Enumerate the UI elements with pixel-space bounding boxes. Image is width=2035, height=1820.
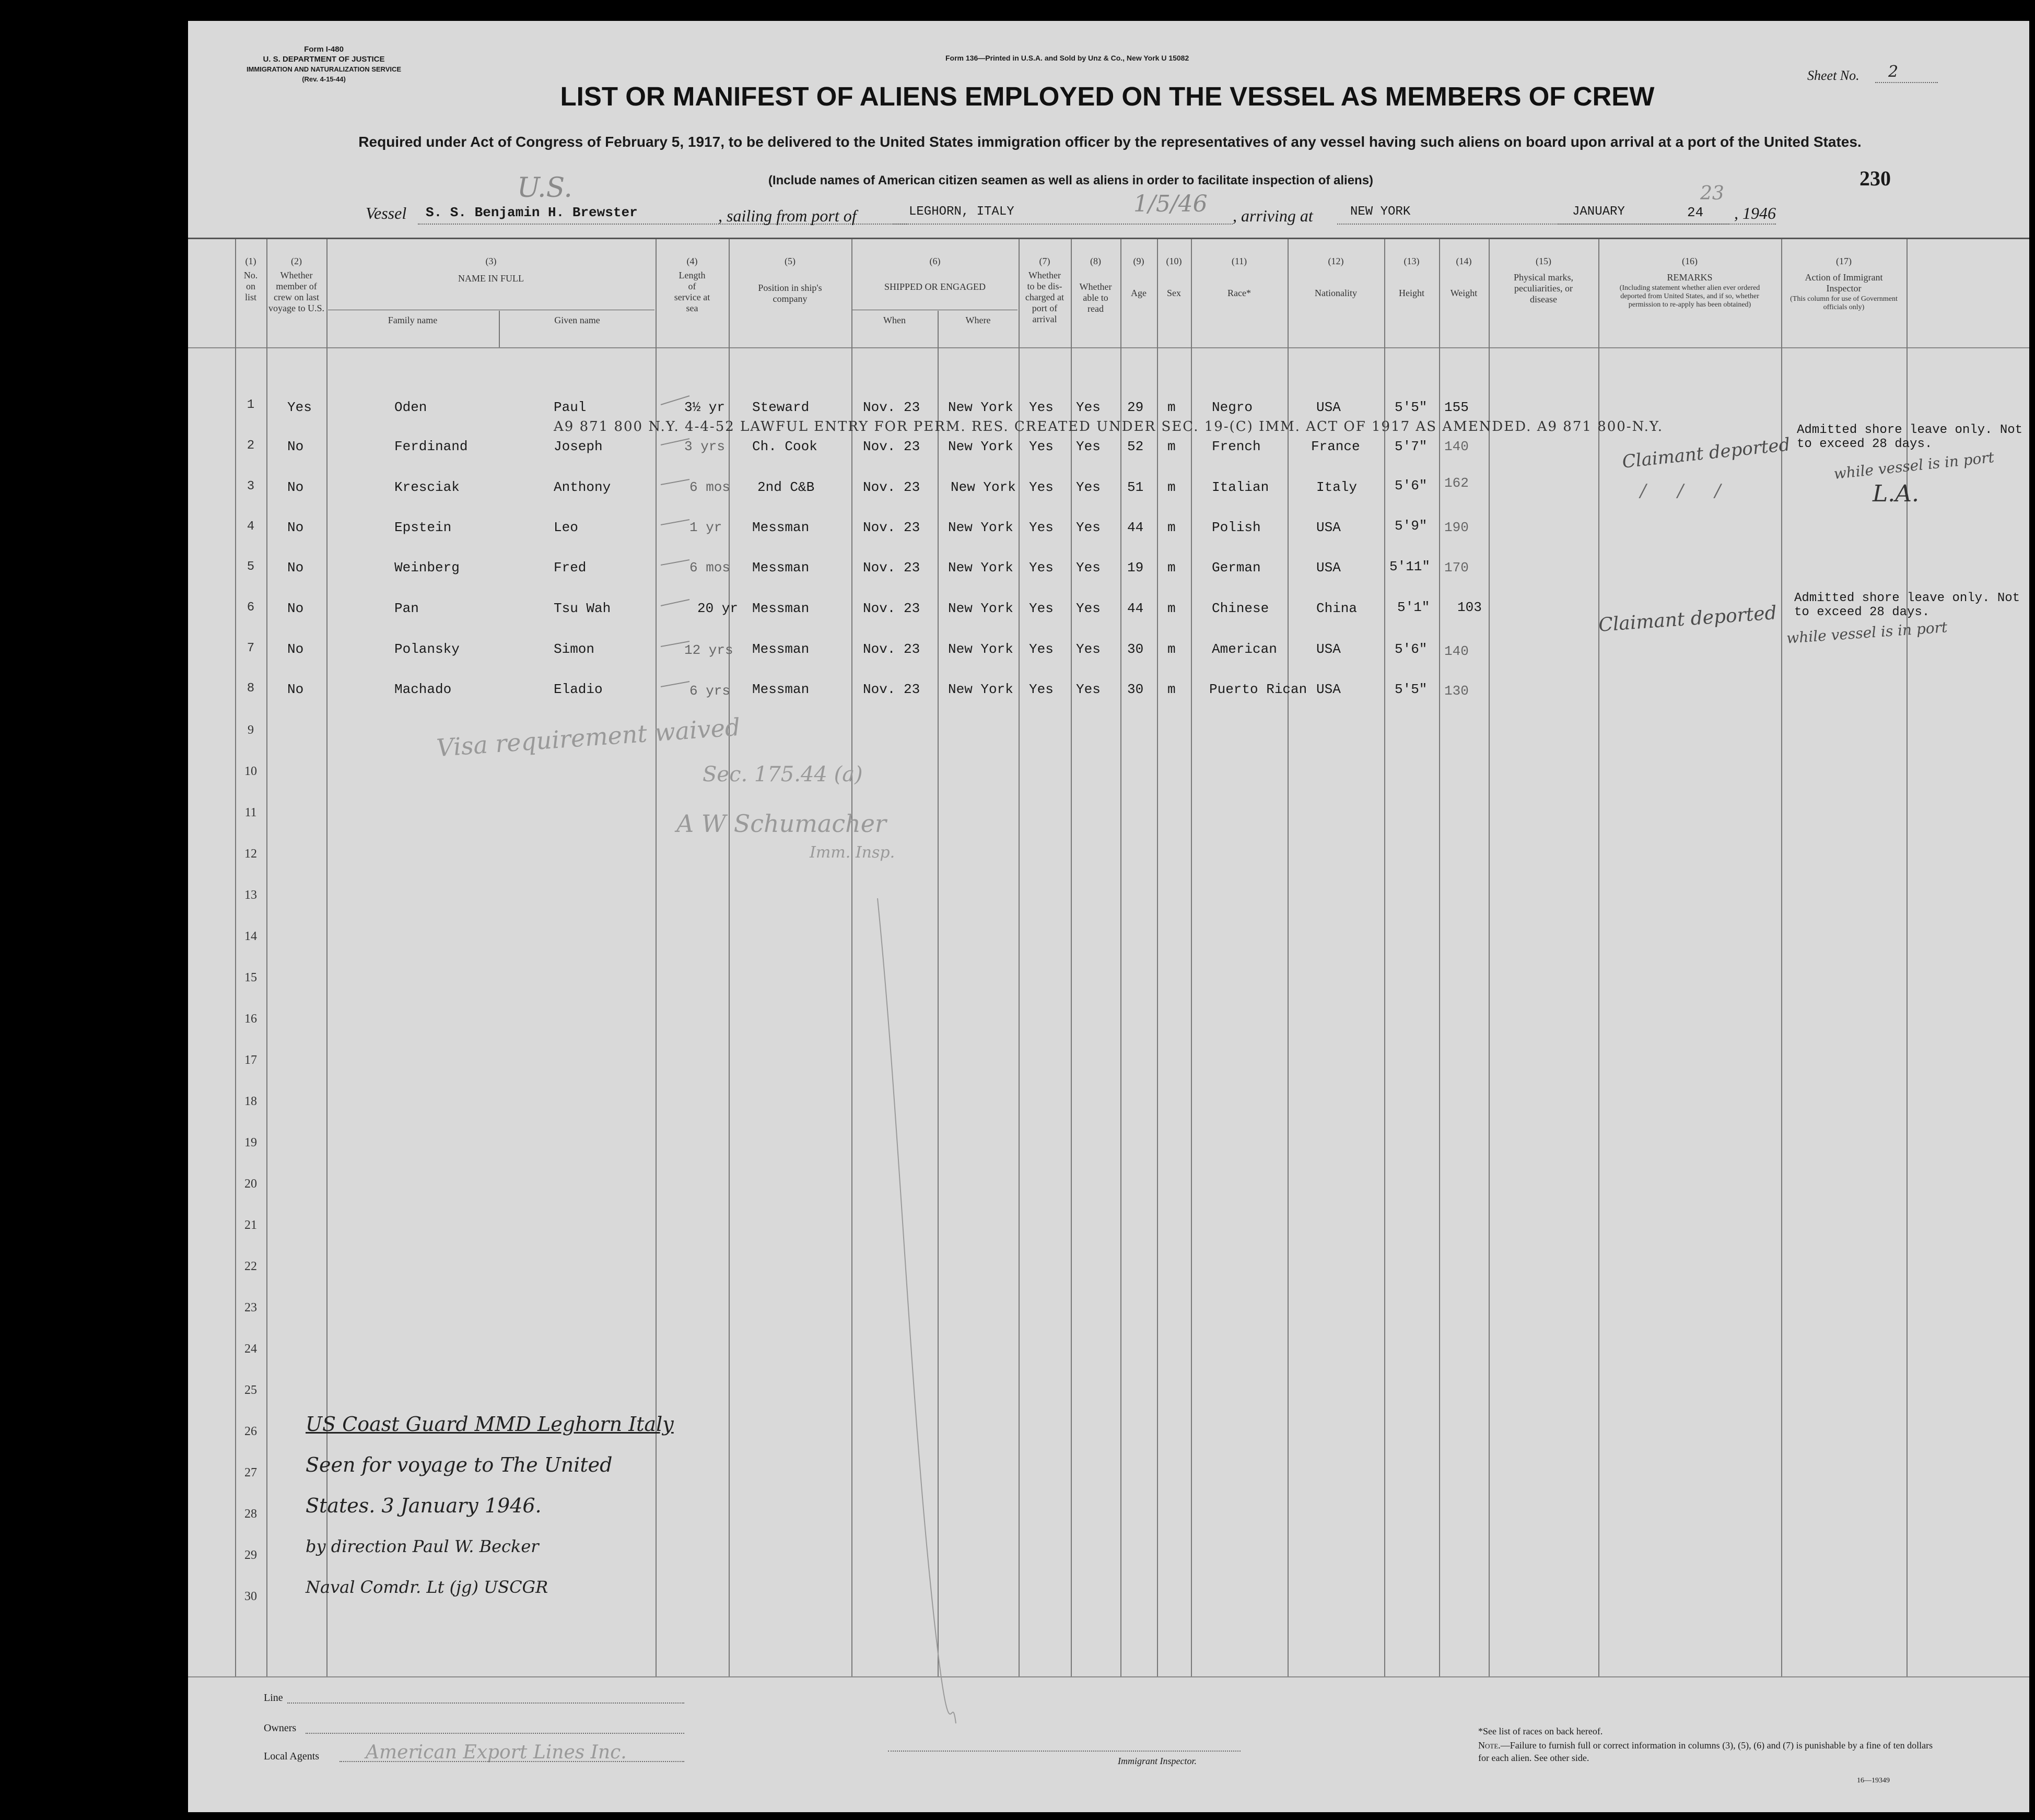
able-to-read: Yes xyxy=(1076,439,1101,454)
given-name: Leo xyxy=(554,520,578,535)
service-length: 6 mos xyxy=(689,479,731,495)
nationality: France xyxy=(1311,439,1360,454)
discharged: Yes xyxy=(1029,520,1054,535)
age: 29 xyxy=(1127,400,1144,415)
weight: 140 xyxy=(1444,643,1469,659)
race: German xyxy=(1212,560,1261,576)
family-name: Oden xyxy=(394,400,427,415)
sex: m xyxy=(1167,400,1176,415)
shipped-when: Nov. 23 xyxy=(863,439,920,454)
col17-num: (17) xyxy=(1836,256,1852,266)
family-name: Epstein xyxy=(394,520,452,535)
col17-header xyxy=(1781,256,1907,312)
service-length: 6 yrs xyxy=(689,683,731,699)
row-number: 10 xyxy=(244,765,257,778)
col12-header xyxy=(1288,256,1384,299)
prev-voyage: No xyxy=(287,479,304,495)
given-name: Simon xyxy=(554,641,595,657)
claimant-note-row6: Claimant deported xyxy=(1597,602,1777,636)
row-number: 24 xyxy=(244,1342,257,1356)
family-name: Kresciak xyxy=(394,479,460,495)
family-name: Pan xyxy=(394,601,419,616)
col3-label: NAME IN FULL xyxy=(458,273,524,284)
family-name: Ferdinand xyxy=(394,439,468,454)
row-number: 14 xyxy=(244,930,257,943)
shipped-where: New York xyxy=(948,520,1013,535)
form-subnote: (Include names of American citizen seamen as well as aliens in order to facilitate inspection of aliens) xyxy=(768,173,1374,187)
race: American xyxy=(1212,641,1277,657)
row-number: 16 xyxy=(244,1012,257,1026)
admit-hand-row6: while vessel is in port xyxy=(1786,618,1948,647)
col6-num: (6) xyxy=(929,256,941,266)
col7-label: Whether to be dis-charged at port of arrival xyxy=(1025,270,1065,324)
age: 30 xyxy=(1127,641,1144,657)
col6-header xyxy=(851,256,1019,292)
discharged: Yes xyxy=(1029,601,1054,616)
col6-label: SHIPPED OR ENGAGED xyxy=(884,281,986,292)
position: 2nd C&B xyxy=(757,479,815,495)
row-number: 6 xyxy=(247,601,255,615)
given-name: Joseph xyxy=(554,439,603,454)
col3-num: (3) xyxy=(485,256,497,266)
shipped-when: Nov. 23 xyxy=(863,682,920,697)
weight: 103 xyxy=(1457,600,1482,615)
given-name: Eladio xyxy=(554,682,603,697)
col1-header xyxy=(235,256,266,303)
arrival-year: , 1946 xyxy=(1734,204,1776,222)
service-length: 3 yrs xyxy=(684,439,726,454)
form-title: LIST OR MANIFEST OF ALIENS EMPLOYED ON THE VESSEL AS MEMBERS OF CREW xyxy=(560,81,1655,111)
admit-hand-row1: while vessel is in port xyxy=(1833,448,1995,483)
visa-section-note: Sec. 175.44 (a) xyxy=(703,762,863,786)
row-number: 1 xyxy=(247,398,255,412)
age: 52 xyxy=(1127,439,1144,454)
row-number: 8 xyxy=(247,682,255,696)
weight: 155 xyxy=(1444,400,1469,415)
position: Steward xyxy=(752,400,810,415)
shipped-when: Nov. 23 xyxy=(863,601,920,616)
owners-label: Owners xyxy=(264,1722,297,1734)
page-number: 230 xyxy=(1859,167,1891,190)
col12-label: Nationality xyxy=(1315,288,1357,298)
vessel-label: Vessel xyxy=(366,204,407,222)
column-rule xyxy=(1489,239,1490,1676)
col11-header xyxy=(1191,256,1288,299)
col8-header xyxy=(1071,256,1120,314)
race: Polish xyxy=(1212,520,1261,535)
nationality: USA xyxy=(1316,682,1341,697)
arriving-port: NEW YORK xyxy=(1350,205,1411,219)
sex: m xyxy=(1167,601,1176,616)
prev-voyage: No xyxy=(287,439,304,454)
row-number: 29 xyxy=(244,1548,257,1562)
family-name-header: Family name xyxy=(388,315,438,325)
row-number: 20 xyxy=(244,1177,257,1191)
position: Messman xyxy=(752,520,810,535)
endorsement-line: Naval Comdr. Lt (jg) USCGR xyxy=(306,1577,548,1597)
col10-label: Sex xyxy=(1167,288,1181,298)
claimant-note-row1: Claimant deported xyxy=(1621,434,1792,473)
arrival-month: JANUARY xyxy=(1572,205,1625,219)
shipped-where: New York xyxy=(948,601,1013,616)
col17-label: Action of Immigrant Inspector xyxy=(1805,272,1883,293)
agents-value: American Export Lines Inc. xyxy=(366,1742,627,1763)
col3-header xyxy=(326,256,656,284)
column-rule xyxy=(1439,239,1440,1676)
col7-num: (7) xyxy=(1039,256,1050,266)
row-number: 13 xyxy=(244,888,257,902)
weight: 130 xyxy=(1444,683,1469,699)
shipped-when: Nov. 23 xyxy=(863,520,920,535)
form-code: 16—19349 xyxy=(1857,1777,1890,1784)
service-length: 1 yr xyxy=(689,520,722,535)
service-length: 6 mos xyxy=(689,560,731,576)
row-number: 26 xyxy=(244,1425,257,1438)
col4-num: (4) xyxy=(686,256,698,266)
col4-header xyxy=(656,256,729,314)
form-id-block xyxy=(225,44,423,84)
row-number: 12 xyxy=(244,847,257,861)
col17-note: (This column for use of Government officials only) xyxy=(1790,295,1898,311)
nationality: USA xyxy=(1316,560,1341,576)
shipped-where: New York xyxy=(948,400,1013,415)
printer-line: Form 136—Printed in U.S.A. and Sold by Unz & Co., New York U 15082 xyxy=(945,54,1189,62)
col14-label: Weight xyxy=(1450,288,1478,298)
age: 30 xyxy=(1127,682,1144,697)
where-header: Where xyxy=(965,315,991,325)
given-name: Fred xyxy=(554,560,587,576)
column-rule xyxy=(1907,239,1908,1676)
column-rule xyxy=(1019,239,1020,1676)
vessel-annotation: U.S. xyxy=(517,172,572,204)
able-to-read: Yes xyxy=(1076,479,1101,495)
endorsement-line: Seen for voyage to The United xyxy=(306,1453,613,1476)
prev-voyage: Yes xyxy=(287,400,312,415)
given-name: Paul xyxy=(554,400,587,415)
col13-header xyxy=(1384,256,1439,299)
arrival-day-annotation: 23 xyxy=(1700,183,1724,204)
col10-num: (10) xyxy=(1166,256,1182,266)
prev-voyage: No xyxy=(287,560,304,576)
able-to-read: Yes xyxy=(1076,560,1101,576)
sex: m xyxy=(1167,439,1176,454)
column-rule xyxy=(1598,239,1599,1676)
able-to-read: Yes xyxy=(1076,682,1101,697)
weight: 170 xyxy=(1444,560,1469,576)
col16-note: (Including statement whether alien ever ordered deported from United States, and if so, whether permission to re-apply has been obtained) xyxy=(1619,284,1760,309)
weight: 162 xyxy=(1444,475,1469,491)
able-to-read: Yes xyxy=(1076,400,1101,415)
row-number: 7 xyxy=(247,641,255,655)
column-rule xyxy=(1120,239,1121,1676)
able-to-read: Yes xyxy=(1076,641,1101,657)
prev-voyage: No xyxy=(287,520,304,535)
prev-voyage: No xyxy=(287,641,304,657)
endorsement-line: US Coast Guard MMD Leghorn Italy xyxy=(306,1413,674,1436)
admit-stamp-row1: Admitted shore leave only. Not to exceed 28 days. xyxy=(1797,423,2023,451)
able-to-read: Yes xyxy=(1076,520,1101,535)
row-number: 18 xyxy=(244,1095,257,1108)
col14-num: (14) xyxy=(1456,256,1472,266)
line-underline xyxy=(287,1702,684,1704)
sailing-port: LEGHORN, ITALY xyxy=(909,205,1014,219)
sex: m xyxy=(1167,641,1176,657)
arrival-day: 24 xyxy=(1687,205,1704,220)
row-number: 5 xyxy=(247,560,255,574)
sailing-label: , sailing from port of xyxy=(718,206,857,225)
height: 5'9" xyxy=(1395,518,1428,534)
shipped-where: New York xyxy=(948,682,1013,697)
given-name-header: Given name xyxy=(554,315,600,325)
shipped-when: Nov. 23 xyxy=(863,400,920,415)
sex: m xyxy=(1167,520,1176,535)
race: Negro xyxy=(1212,400,1253,415)
form-number: Form I-480 xyxy=(304,45,344,54)
height: 5'7" xyxy=(1395,439,1428,454)
table-bottom-rule xyxy=(188,1676,2029,1677)
position: Messman xyxy=(752,601,810,616)
col8-label: Whether able to read xyxy=(1079,281,1112,314)
discharged: Yes xyxy=(1029,479,1054,495)
col8-num: (8) xyxy=(1090,256,1101,266)
service-length: 3½ yr xyxy=(684,400,726,415)
column-rule xyxy=(1288,239,1289,1676)
position: Messman xyxy=(752,682,810,697)
col2-num: (2) xyxy=(291,256,302,266)
when-header: When xyxy=(883,315,906,325)
agents-label: Local Agents xyxy=(264,1751,320,1762)
position: Messman xyxy=(752,560,810,576)
prev-voyage: No xyxy=(287,601,304,616)
inspector-title: Imm. Insp. xyxy=(810,843,895,862)
nationality: USA xyxy=(1316,641,1341,657)
arriving-label: , arriving at xyxy=(1233,206,1313,225)
row1-lawful-entry-note: A9 871 800 N.Y. 4-4-52 LAWFUL ENTRY FOR PERM. RES. CREATED UNDER SEC. 19-(C) IMM. ACT OF 1917 AS AMENDED. A9 871 800-N.Y. xyxy=(554,419,1664,435)
revision: (Rev. 4-15-44) xyxy=(302,75,346,83)
col15-num: (15) xyxy=(1536,256,1551,266)
row-number: 3 xyxy=(247,479,255,494)
col14-header xyxy=(1439,256,1489,299)
column-rule xyxy=(851,239,852,1676)
col13-num: (13) xyxy=(1404,256,1420,266)
col10-header xyxy=(1157,256,1191,299)
sex: m xyxy=(1167,682,1176,697)
column-rule xyxy=(1157,239,1158,1676)
column-rule xyxy=(1384,239,1385,1676)
form-subtitle: Required under Act of Congress of February 5, 1917, to be delivered to the United States immigration officer by the representatives of any vessel having such aliens on board upon arrival at a port of the United States. xyxy=(358,134,1862,150)
discharged: Yes xyxy=(1029,400,1054,415)
row-number: 15 xyxy=(244,971,257,984)
family-name: Polansky xyxy=(394,641,460,657)
note-text: —Failure to furnish full or correct information in columns (3), (5), (6) and (7) is punishable by a fine of ten dollars for each alien. See other side. xyxy=(1478,1740,1933,1763)
age: 44 xyxy=(1127,520,1144,535)
row-number: 22 xyxy=(244,1260,257,1273)
sex: m xyxy=(1167,560,1176,576)
position: Ch. Cook xyxy=(752,439,817,454)
shipped-where: New York xyxy=(951,479,1016,495)
row-number: 21 xyxy=(244,1218,257,1232)
agents-underline xyxy=(340,1761,684,1762)
discharged: Yes xyxy=(1029,439,1054,454)
shipped-when: Nov. 23 xyxy=(863,479,920,495)
age: 19 xyxy=(1127,560,1144,576)
shipped-where: New York xyxy=(948,560,1013,576)
family-name: Weinberg xyxy=(394,560,460,576)
inspector-label: Immigrant Inspector. xyxy=(1118,1756,1197,1766)
shipped-when: Nov. 23 xyxy=(863,641,920,657)
sheet-number-line xyxy=(1875,81,1938,83)
col4-label: Length of service at sea xyxy=(674,270,710,313)
row-number: 19 xyxy=(244,1136,257,1149)
height: 5'5" xyxy=(1395,682,1428,697)
column-rule xyxy=(1191,239,1192,1676)
height: 5'5" xyxy=(1395,400,1428,415)
coast-guard-endorsement xyxy=(306,1404,674,1607)
row-number: 4 xyxy=(247,520,255,534)
endorsement-line: by direction Paul W. Becker xyxy=(306,1536,539,1556)
given-name: Anthony xyxy=(554,479,611,495)
table-header-rule xyxy=(188,347,2029,348)
col9-label: Age xyxy=(1131,288,1147,298)
col15-label: Physical marks, peculiarities, or disease xyxy=(1514,272,1573,304)
col1-label: No. on list xyxy=(243,270,258,302)
race: Puerto Rican xyxy=(1209,682,1307,697)
endorsement-line: States. 3 January 1946. xyxy=(306,1494,542,1517)
department: U. S. DEPARTMENT OF JUSTICE xyxy=(263,55,385,64)
ditto-marks: /// xyxy=(1640,480,1752,501)
discharged: Yes xyxy=(1029,560,1054,576)
weight: 140 xyxy=(1444,439,1469,454)
discharged: Yes xyxy=(1029,641,1054,657)
given-name: Tsu Wah xyxy=(554,601,611,616)
races-note: *See list of races on back hereof. xyxy=(1478,1726,1603,1736)
column-rule xyxy=(1071,239,1072,1676)
row-number: 11 xyxy=(244,806,257,819)
admit-stamp-row6: Admitted shore leave only. Not to exceed 28 days. xyxy=(1794,591,2020,619)
col2-header xyxy=(266,256,326,314)
sex: m xyxy=(1167,479,1176,495)
vessel-name: S. S. Benjamin H. Brewster xyxy=(426,205,638,220)
inspector-signature: A W Schumacher xyxy=(676,809,886,838)
inspector-initials: L.A. xyxy=(1873,480,1919,507)
line-label: Line xyxy=(264,1692,283,1704)
row-number: 9 xyxy=(248,723,254,737)
weight: 190 xyxy=(1444,520,1469,535)
shipped-when: Nov. 23 xyxy=(863,560,920,576)
column-rule xyxy=(266,239,267,1676)
nationality: Italy xyxy=(1316,479,1358,495)
position: Messman xyxy=(752,641,810,657)
col5-num: (5) xyxy=(785,256,796,266)
col16-header xyxy=(1598,256,1781,309)
row-number: 28 xyxy=(244,1507,257,1521)
col1-num: (1) xyxy=(245,256,256,266)
nationality: USA xyxy=(1316,520,1341,535)
discharged: Yes xyxy=(1029,682,1054,697)
row-number: 30 xyxy=(244,1590,257,1603)
column-rule xyxy=(235,239,236,1676)
col9-header xyxy=(1120,256,1157,299)
service-name: IMMIGRATION AND NATURALIZATION SERVICE xyxy=(246,65,402,73)
sheet-number: 2 xyxy=(1888,63,1899,81)
able-to-read: Yes xyxy=(1076,601,1101,616)
row-number: 17 xyxy=(244,1053,257,1067)
height: 5'6" xyxy=(1395,478,1428,494)
nationality: China xyxy=(1316,601,1358,616)
col7-header xyxy=(1019,256,1071,325)
prev-voyage: No xyxy=(287,682,304,697)
shipped-where: New York xyxy=(948,439,1013,454)
service-length: 20 yr xyxy=(697,601,739,616)
shipped-where: New York xyxy=(948,641,1013,657)
sailing-underline xyxy=(893,224,1233,225)
race: French xyxy=(1212,439,1261,454)
pencil-stroke xyxy=(867,898,972,1734)
col5-label: Position in ship's company xyxy=(758,283,822,304)
owners-underline xyxy=(306,1733,684,1734)
age: 51 xyxy=(1127,479,1144,495)
col15-header xyxy=(1489,256,1598,305)
race: Italian xyxy=(1212,479,1269,495)
col9-num: (9) xyxy=(1133,256,1144,266)
note-lead: Note. xyxy=(1478,1740,1501,1751)
sailing-date-annotation: 1/5/46 xyxy=(1133,191,1208,217)
row-number: 2 xyxy=(247,439,255,453)
height: 5'6" xyxy=(1395,641,1428,657)
col16-label: REMARKS xyxy=(1667,272,1713,283)
nationality: USA xyxy=(1316,400,1341,415)
col16-num: (16) xyxy=(1682,256,1698,266)
manifest-sheet xyxy=(188,21,2029,1812)
row-number: 23 xyxy=(244,1301,257,1314)
col11-label: Race* xyxy=(1227,288,1251,298)
col13-label: Height xyxy=(1399,288,1424,298)
col11-num: (11) xyxy=(1231,256,1247,266)
table-top-rule xyxy=(188,238,2029,239)
date-underline xyxy=(1557,224,1776,225)
height: 5'11" xyxy=(1389,559,1431,574)
row-number: 25 xyxy=(244,1383,257,1397)
row-number: 27 xyxy=(244,1466,257,1480)
col12-num: (12) xyxy=(1328,256,1344,266)
inspector-signature-line xyxy=(888,1751,1241,1752)
age: 44 xyxy=(1127,601,1144,616)
family-name: Machado xyxy=(394,682,452,697)
sheet-label: Sheet No. xyxy=(1807,68,1859,83)
service-length: 12 yrs xyxy=(684,642,733,658)
col2-label: Whether member of crew on last voyage to U.S. xyxy=(268,270,324,313)
visa-waived-note: Visa requirement waived xyxy=(435,712,741,762)
height: 5'1" xyxy=(1397,600,1430,615)
footer-note xyxy=(1478,1739,1938,1764)
race: Chinese xyxy=(1212,601,1269,616)
col5-header xyxy=(729,256,851,304)
